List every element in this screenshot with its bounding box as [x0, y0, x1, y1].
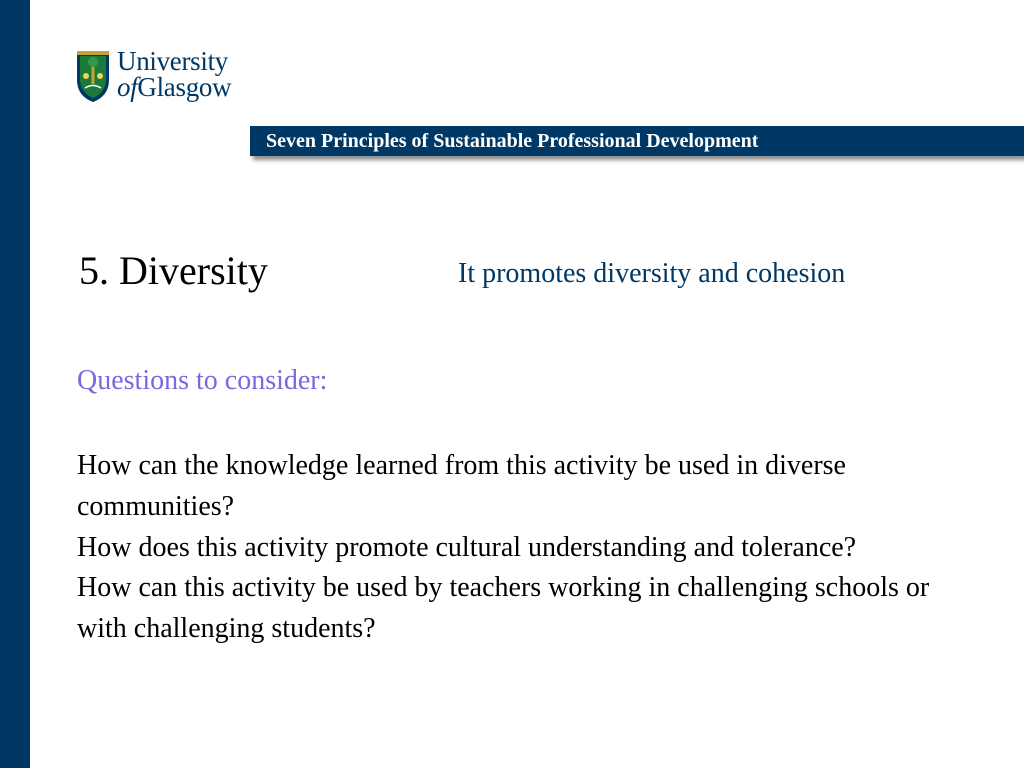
- university-crest-icon: [75, 50, 111, 104]
- wordmark-line-university: University: [117, 46, 228, 76]
- question-item: How does this activity promote cultural understanding and tolerance?: [77, 531, 857, 563]
- university-logo: [75, 48, 255, 106]
- questions-list: [77, 446, 937, 650]
- questions-heading: Questions to consider:: [77, 365, 328, 396]
- slide-title: 5. Diversity: [79, 248, 268, 293]
- wordmark-glasgow: Glasgow: [137, 72, 232, 102]
- header-banner: [250, 126, 1024, 156]
- header-title: Seven Principles of Sustainable Professional Development: [266, 130, 759, 152]
- slide-subtitle: It promotes diversity and cohesion: [458, 258, 846, 289]
- question-item: How can this activity be used by teachers working in challenging schools or with challenging students?: [77, 572, 930, 645]
- question-item: How can the knowledge learned from this activity be used in diverse communities?: [77, 450, 846, 522]
- left-accent-bar: [0, 0, 30, 768]
- wordmark-of: of: [117, 72, 138, 102]
- university-wordmark: [117, 48, 231, 100]
- wordmark-line-glasgow: [117, 74, 231, 100]
